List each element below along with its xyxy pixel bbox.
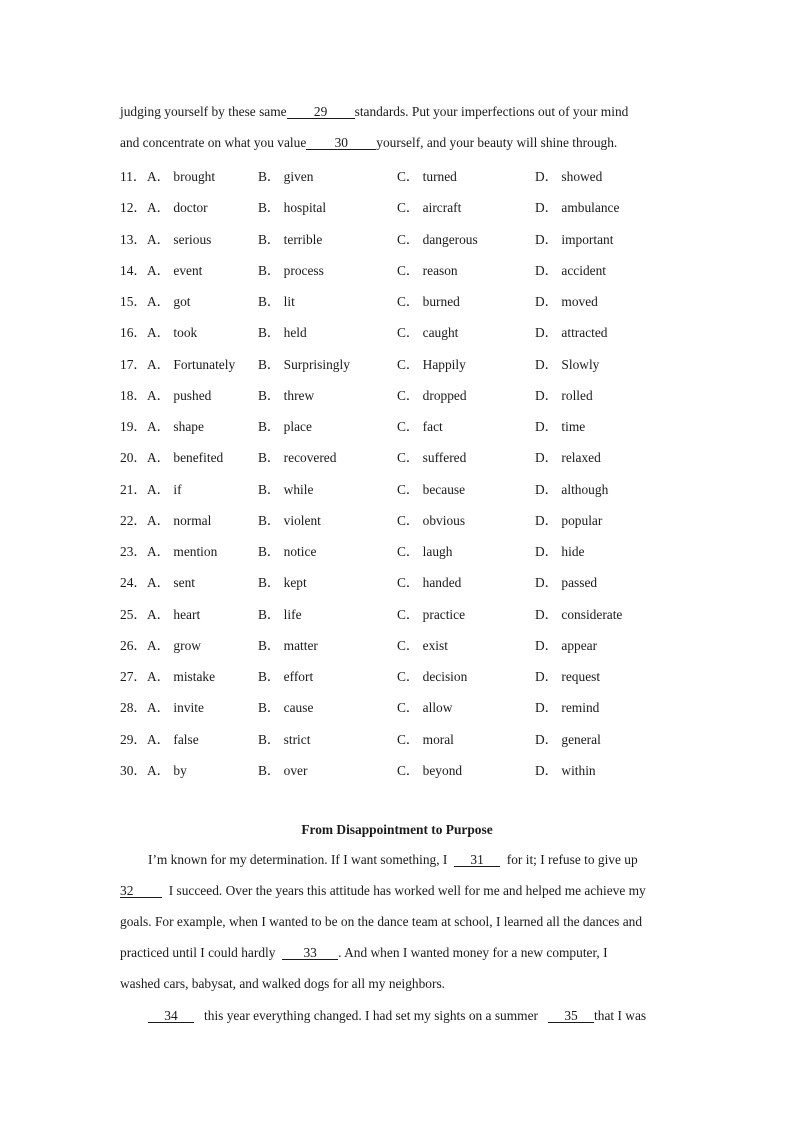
option-d: D． popular [535, 512, 603, 528]
question-row [120, 416, 680, 434]
question-row [120, 197, 680, 215]
question-row [120, 510, 680, 528]
option-b: B． effort [258, 669, 314, 684]
blank-33: 33 [282, 946, 338, 960]
question-number: 19． [120, 419, 147, 434]
option-a: A． by [147, 762, 187, 778]
option-d: D． accident [535, 262, 607, 278]
option-a: A． mention [147, 544, 218, 559]
passage-line [120, 104, 628, 120]
question-number: 15． [120, 294, 147, 309]
question-number: 30． [120, 762, 147, 778]
blank-35: 35 [548, 1009, 594, 1023]
question-row [120, 760, 680, 778]
option-a: A． mistake [147, 669, 216, 684]
option-b: B． kept [258, 575, 307, 591]
question-number: 27． [120, 669, 147, 684]
option-d: D． although [535, 481, 609, 497]
passage-line [148, 852, 638, 868]
option-b: B． matter [258, 637, 318, 653]
option-c: C． handed [397, 575, 462, 591]
text-segment: . And when I wanted money for a new computer, I [338, 945, 608, 960]
option-a: A． shape [147, 419, 204, 434]
text-segment: this year everything changed. I had set my sights on a summer [204, 1008, 538, 1023]
option-b: B． recovered [258, 450, 337, 466]
option-a: A． doctor [147, 200, 208, 216]
option-c: C． beyond [397, 762, 463, 778]
question-number: 17． [120, 356, 147, 372]
question-number: 29． [120, 731, 147, 747]
option-c: C． because [397, 481, 466, 497]
option-b: B． terrible [258, 231, 323, 247]
option-b: B． held [258, 325, 307, 341]
option-d: D． important [535, 231, 614, 247]
option-c: C． Happily [397, 356, 466, 372]
option-c: C． dangerous [397, 231, 478, 247]
question-number: 28． [120, 700, 147, 716]
option-a: A． serious [147, 231, 212, 247]
option-b: B． threw [258, 387, 315, 403]
option-b: B． violent [258, 512, 321, 528]
option-c: C． moral [397, 731, 454, 747]
option-b: B． over [258, 762, 308, 778]
option-d: D． Slowly [535, 356, 600, 372]
question-row [120, 229, 680, 247]
option-b: B． life [258, 606, 302, 622]
option-d: D． relaxed [535, 450, 601, 466]
question-row [120, 666, 680, 684]
option-a: A． grow [147, 637, 201, 653]
option-d: D． hide [535, 544, 585, 559]
text-segment: practiced until I could hardly [120, 945, 276, 960]
passage-line: washed cars, babysat, and walked dogs for all my neighbors. [120, 976, 446, 991]
option-a: A． benefited [147, 450, 224, 466]
question-number: 22． [120, 512, 147, 528]
option-a: A． heart [147, 606, 201, 622]
question-row [120, 572, 680, 590]
text-segment: I succeed. Over the years this attitude has worked well for me and helped me achieve my [168, 883, 646, 898]
option-c: C． decision [397, 669, 468, 684]
question-number: 23． [120, 544, 147, 559]
option-d: D． request [535, 669, 601, 684]
question-number: 12． [120, 200, 147, 216]
option-a: A． normal [147, 512, 212, 528]
option-b: B． hospital [258, 200, 327, 216]
option-c: C． suffered [397, 450, 467, 466]
question-number: 24． [120, 575, 147, 591]
option-c: C． obvious [397, 512, 466, 528]
option-b: B． while [258, 481, 314, 497]
option-b: B． lit [258, 294, 295, 309]
option-a: A． event [147, 262, 203, 278]
option-c: C． fact [397, 419, 443, 434]
question-number: 25． [120, 606, 147, 622]
option-a: A． invite [147, 700, 204, 716]
option-b: B． notice [258, 544, 317, 559]
option-b: B． strict [258, 731, 311, 747]
option-d: D． within [535, 762, 596, 778]
question-row [120, 166, 680, 184]
option-c: C． aircraft [397, 200, 462, 216]
question-row [120, 479, 680, 497]
question-row [120, 291, 680, 309]
option-c: C． laugh [397, 544, 453, 559]
question-number: 14． [120, 262, 147, 278]
option-d: D． general [535, 731, 601, 747]
option-c: C． dropped [397, 387, 467, 403]
question-row [120, 354, 680, 372]
option-b: B． process [258, 262, 324, 278]
question-row [120, 729, 680, 747]
option-d: D． ambulance [535, 200, 620, 216]
option-b: B． Surprisingly [258, 356, 350, 372]
question-row [120, 697, 680, 715]
passage-line [120, 135, 617, 151]
option-d: D． moved [535, 294, 598, 309]
question-number: 16． [120, 325, 147, 341]
passage-title: From Disappointment to Purpose [301, 822, 493, 837]
question-row [120, 447, 680, 465]
question-row [120, 635, 680, 653]
option-d: D． attracted [535, 325, 608, 341]
option-d: D． passed [535, 575, 598, 591]
blank-32: 32 [120, 884, 162, 898]
passage-line: goals. For example, when I wanted to be on the dance team at school, I learned all the dances and [120, 914, 643, 929]
option-c: C． turned [397, 169, 457, 184]
question-row [120, 385, 680, 403]
text-segment: that I was [594, 1008, 647, 1023]
option-d: D． considerate [535, 606, 623, 622]
option-b: B． given [258, 169, 314, 184]
option-a: A． pushed [147, 387, 212, 403]
passage-line [120, 945, 608, 961]
option-c: C． practice [397, 606, 466, 622]
question-number: 20． [120, 450, 147, 466]
blank-29: 29 [287, 105, 355, 119]
question-number: 11． [120, 169, 147, 184]
option-a: A． false [147, 731, 199, 747]
text-segment: judging yourself by these same [120, 104, 287, 119]
option-a: A． sent [147, 575, 195, 591]
question-number: 21． [120, 481, 147, 497]
question-row [120, 604, 680, 622]
blank-30: 30 [306, 136, 376, 150]
option-c: C． caught [397, 325, 459, 341]
text-segment: yourself, and your beauty will shine through. [376, 135, 618, 150]
text-segment: I’m known for my determination. If I want something, I [148, 852, 448, 867]
text-segment: and concentrate on what you value [120, 135, 307, 150]
option-c: C． burned [397, 294, 460, 309]
blank-34: 34 [148, 1009, 194, 1023]
option-c: C． exist [397, 637, 448, 653]
passage-line [148, 1008, 646, 1024]
option-d: D． showed [535, 169, 603, 184]
question-number: 13． [120, 231, 147, 247]
option-d: D． rolled [535, 387, 593, 403]
option-a: A． brought [147, 169, 216, 184]
text-segment: standards. Put your imperfections out of your mind [354, 104, 629, 119]
option-c: C． reason [397, 262, 458, 278]
option-a: A． got [147, 294, 191, 309]
option-b: B． place [258, 419, 312, 434]
option-a: A． Fortunately [147, 356, 236, 372]
option-c: C． allow [397, 700, 453, 716]
question-row [120, 322, 680, 340]
question-number: 26． [120, 637, 147, 653]
option-d: D． remind [535, 700, 600, 716]
question-number: 18． [120, 387, 147, 403]
option-a: A． if [147, 481, 182, 497]
option-a: A． took [147, 325, 198, 341]
text-segment: for it; I refuse to give up [506, 852, 638, 867]
question-row [120, 260, 680, 278]
option-b: B． cause [258, 700, 314, 716]
option-d: D． time [535, 419, 586, 434]
blank-31: 31 [454, 853, 500, 867]
question-row [120, 541, 680, 559]
passage-line [120, 883, 646, 899]
option-d: D． appear [535, 637, 598, 653]
